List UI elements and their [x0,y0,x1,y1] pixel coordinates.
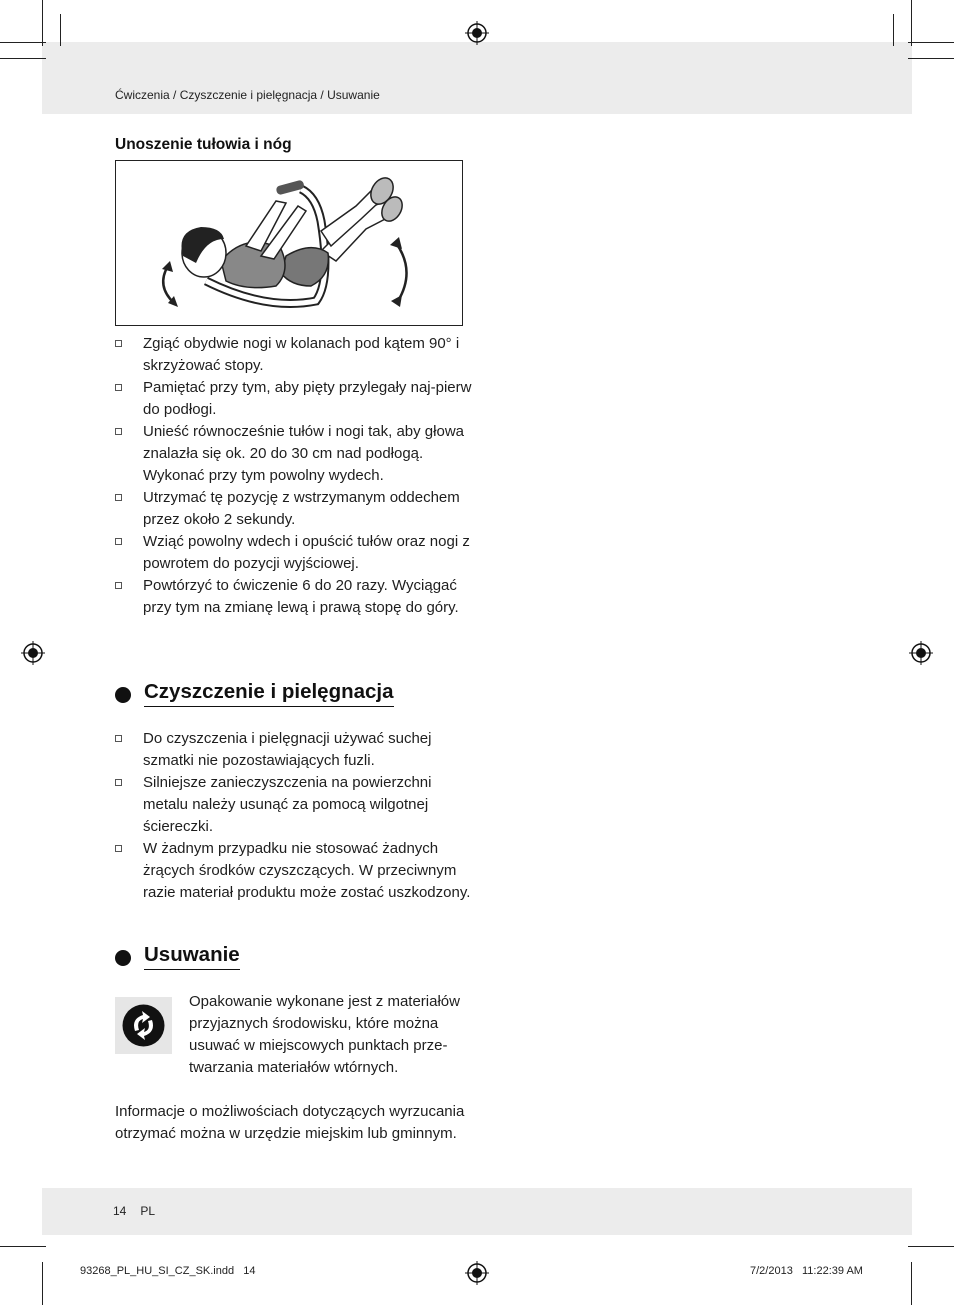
registration-mark-top [465,21,489,45]
list-item: W żadnym przypadku nie stosować żadnych żrących środków czyszczących. W przeciwnym razie materiał produktu może zostać uszkodzony. [115,838,475,904]
list-item: Zgiąć obydwie nogi w kolanach pod kątem 90° i skrzyżować stopy. [115,333,475,377]
page-number: 14 PL [113,1204,156,1218]
list-item: Do czyszczenia i pielęgnacji używać suchej szmatki nie pozostawiających fuzli. [115,728,475,772]
crop-mark [42,1262,43,1305]
language-code: PL [140,1204,156,1218]
checkbox-bullet-icon [115,538,122,545]
checkbox-bullet-icon [115,582,122,589]
checkbox-bullet-icon [115,428,122,435]
crop-mark [908,58,954,59]
checkbox-bullet-icon [115,845,122,852]
exercise-illustration [115,160,463,326]
list-item: Unieść równocześnie tułów i nogi tak, aby głowa znalazła się ok. 20 do 30 cm nad podłogą. Wykonać przy tym powolny wydech. [115,421,475,487]
bullet-dot-icon [115,950,131,966]
checkbox-bullet-icon [115,340,122,347]
footer-filename: 93268_PL_HU_SI_CZ_SK.indd 14 [80,1265,256,1277]
crop-mark [911,1262,912,1305]
registration-mark-left [21,641,45,665]
list-item: Powtórzyć to ćwiczenie 6 do 20 razy. Wyciągać przy tym na zmianę lewą i prawą stopę do góry. [115,575,475,619]
crop-mark [908,42,954,43]
breadcrumb: Ćwiczenia / Czyszczenie i pielęgnacja / Usuwanie [115,88,380,102]
registration-mark-right [909,641,933,665]
exercise-steps-list [115,333,475,619]
list-item: Wziąć powolny wdech i opuścić tułów oraz nogi z powrotem do pozycji wyjściowej. [115,531,475,575]
green-dot-recycle-icon [115,997,172,1054]
recycle-symbol [115,997,172,1054]
cleaning-list [115,728,475,904]
list-item: Silniejsze zanieczyszczenia na powierzchni metalu należy usunąć za pomocą wilgotnej ściereczki. [115,772,475,838]
footer-timestamp: 7/2/2013 11:22:39 AM [750,1265,863,1277]
section-title: Czyszczenie i pielęgnacja [144,680,394,707]
disposal-info-text: Informacje o możliwościach dotyczących wyrzucania otrzymać można w urzędzie miejskim lub gminnym. [115,1103,465,1142]
list-item: Utrzymać tę pozycję z wstrzymanym oddechem przez około 2 sekundy. [115,487,475,531]
crop-mark [893,14,894,46]
packaging-text: Opakowanie wykonane jest z materiałów przyjaznych środowisku, które można usuwać w miejscowych punktach prze-twarzania materiałów wtórnych. [189,993,460,1076]
crop-mark [0,42,46,43]
crop-mark [908,1246,954,1247]
crop-mark [42,0,43,46]
checkbox-bullet-icon [115,735,122,742]
footer-band [42,1188,912,1235]
checkbox-bullet-icon [115,384,122,391]
list-item: Pamiętać przy tym, aby pięty przylegały naj-pierw do podłogi. [115,377,475,421]
exercise-title: Unoszenie tułowia i nóg [115,136,292,153]
header-band [42,42,912,114]
checkbox-bullet-icon [115,494,122,501]
crop-mark [911,0,912,46]
crop-mark [60,14,61,46]
crop-mark [0,58,46,59]
registration-mark-bottom [465,1261,489,1285]
checkbox-bullet-icon [115,779,122,786]
exercise-figure-drawing [116,161,462,325]
crop-mark [0,1246,46,1247]
section-title: Usuwanie [144,943,240,970]
bullet-dot-icon [115,687,131,703]
